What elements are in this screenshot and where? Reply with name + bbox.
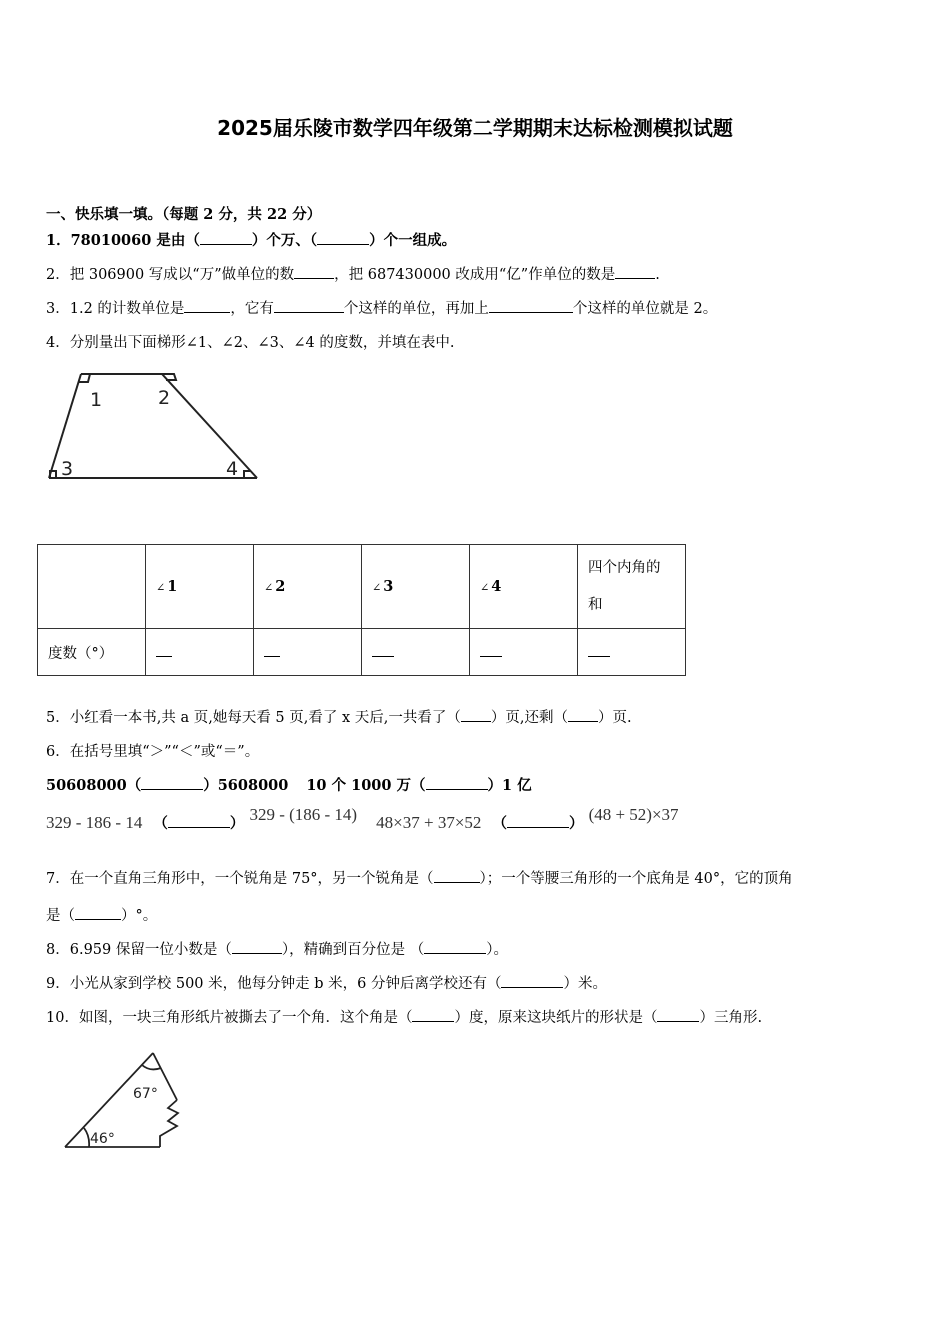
q1-text-a: 78010060 是由（: [70, 232, 200, 249]
q4-text: 分别量出下面梯形∠1、∠2、∠3、∠4 的度数，并填在表中.: [69, 335, 455, 351]
q8-text-a: 6.959 保留一位小数是（: [69, 942, 232, 958]
table-header-empty: [38, 545, 146, 629]
q1-blank-2[interactable]: [317, 230, 369, 245]
angle-label-1: 1: [90, 389, 103, 411]
table-header-angle-3: [362, 545, 470, 629]
q6-blank-4[interactable]: [507, 813, 569, 828]
q2-blank-2[interactable]: [615, 264, 655, 279]
angle-label-4: 4: [226, 458, 239, 480]
page-title: 2025届乐陵市数学四年级第二学期期末达标检测模拟试题: [217, 116, 733, 140]
cell-angle-sum[interactable]: [578, 629, 686, 676]
row-label: 度数（°）: [38, 629, 146, 676]
table-header-angle-1: [146, 545, 254, 629]
q2-num: 2．: [46, 267, 70, 283]
q7-text-a: 在一个直角三角形中，一个锐角是 75°，另一个锐角是（: [69, 871, 434, 887]
question-9: [46, 972, 607, 993]
q8-text-c: ）。: [486, 942, 508, 958]
q7-text-d: ）°。: [121, 908, 158, 924]
q6-expr-2: 329 - (186 - 14): [249, 805, 358, 824]
q1-blank-1[interactable]: [200, 230, 252, 245]
q2-text-c: .: [655, 267, 660, 283]
q3-text-c: 个这样的单位，再加上: [343, 301, 489, 317]
question-10: [46, 1006, 762, 1027]
q7-num: 7．: [46, 871, 70, 887]
q6-r1-a: 50608000（: [46, 777, 142, 794]
q10-blank-1[interactable]: [412, 1007, 454, 1022]
q3-text-a: 1.2 的计数单位是: [69, 301, 185, 317]
q5-text-a: 小红看一本书,共 a 页,她每天看 5 页,看了 x 天后,一共看了（: [69, 710, 461, 726]
q6-row-1: [46, 774, 532, 795]
q7-text-c: 是（: [46, 908, 75, 924]
cell-angle-1[interactable]: [146, 629, 254, 676]
cell-angle-2[interactable]: [254, 629, 362, 676]
angle-symbol-icon: ∠: [264, 581, 274, 594]
angle-symbol-icon: ∠: [372, 581, 382, 594]
q3-blank-2[interactable]: [274, 298, 344, 313]
q5-blank-2[interactable]: [568, 707, 598, 722]
q10-num: 10．: [46, 1010, 79, 1026]
question-8: [46, 938, 508, 959]
q6-blank-2[interactable]: [426, 775, 488, 790]
q6-num: 6．: [46, 744, 70, 760]
q7-text-b: ）；一个等腰三角形的一个底角是 40°，它的顶角: [479, 871, 793, 887]
q8-num: 8．: [46, 942, 70, 958]
q5-num: 5．: [46, 710, 70, 726]
q3-blank-1[interactable]: [184, 298, 230, 313]
q8-blank-1[interactable]: [232, 939, 282, 954]
q10-text-c: ）三角形.: [699, 1010, 763, 1026]
q3-text-b: ，它有: [230, 301, 274, 317]
question-4: [46, 331, 454, 352]
header-angle-4: 4: [491, 578, 502, 595]
q10-text-a: 如图，一块三角形纸片被撕去了一个角．这个角是（: [78, 1010, 413, 1026]
paren-close: ）: [569, 815, 584, 832]
angle-label-3: 3: [61, 458, 74, 480]
q8-text-b: ），精确到百分位是 （: [281, 942, 425, 958]
cell-angle-3[interactable]: [362, 629, 470, 676]
q1-text-b: ）个万、（: [251, 232, 318, 249]
table-header-row: [38, 545, 686, 629]
q10-text-b: ）度，原来这块纸片的形状是（: [454, 1010, 658, 1026]
header-sum-line1: 四个内角的: [588, 559, 661, 576]
q6-r1-c: 10 个 1000 万（: [306, 777, 426, 794]
trapezoid-figure: [44, 368, 264, 486]
table-header-angle-4: [470, 545, 578, 629]
question-1: [46, 229, 456, 250]
q5-blank-1[interactable]: [461, 707, 491, 722]
header-angle-2: 2: [275, 578, 286, 595]
question-6: [46, 740, 259, 761]
q6-blank-3[interactable]: [168, 813, 230, 828]
angle-symbol-icon: ∠: [156, 581, 166, 594]
question-7: [46, 867, 793, 888]
paren-close: ）: [229, 815, 245, 832]
q9-text-a: 小光从家到学校 500 米，他每分钟走 b 米，6 分钟后离学校还有（: [69, 976, 502, 992]
header-sum-line2: 和: [588, 596, 603, 613]
q4-num: 4．: [46, 335, 70, 351]
q5-text-b: ）页,还剩（: [490, 710, 568, 726]
q8-blank-2[interactable]: [424, 939, 486, 954]
q2-text-a: 把 306900 写成以“万”做单位的数: [69, 267, 295, 283]
question-5: [46, 706, 632, 727]
q3-blank-3[interactable]: [489, 298, 573, 313]
q9-num: 9．: [46, 976, 70, 992]
paren-open: （: [153, 815, 168, 832]
q6-blank-3-wrap: [153, 815, 244, 832]
q6-blank-4-wrap: [493, 815, 584, 832]
angle-label-46: 46°: [90, 1131, 115, 1147]
q1-num: 1．: [46, 232, 71, 249]
q6-r1-d: ）1 亿: [487, 777, 532, 794]
torn-triangle-figure: [60, 1048, 190, 1150]
header-angle-1: 1: [167, 578, 178, 595]
q3-num: 3．: [46, 301, 70, 317]
header-angle-3: 3: [383, 578, 394, 595]
q7-blank-1[interactable]: [434, 868, 480, 883]
q6-r1-b: ）5608000: [203, 777, 289, 794]
angle-table: [37, 544, 686, 676]
q10-blank-2[interactable]: [657, 1007, 699, 1022]
q1-text-c: ）个一组成。: [369, 232, 457, 249]
q6-expr-1: 329 - 186 - 14: [46, 813, 143, 832]
q6-text: 在括号里填“＞”“＜”或“＝”。: [69, 744, 260, 760]
section-heading: [46, 203, 321, 224]
q2-text-b: ，把 687430000 改成用“亿”作单位的数是: [334, 267, 616, 283]
angle-symbol-icon: ∠: [480, 581, 490, 594]
question-2: [46, 263, 660, 284]
table-row: [38, 629, 686, 676]
q5-text-c: ）页.: [597, 710, 632, 726]
q7-blank-2[interactable]: [75, 905, 121, 920]
q6-expr-4: (48 + 52)×37: [588, 805, 679, 824]
q6-row-2: [46, 805, 679, 833]
q2-blank-1[interactable]: [294, 264, 334, 279]
section-heading-text: 一、快乐填一填。（每题 2 分，共 22 分）: [46, 206, 322, 223]
paren-open: （: [492, 815, 507, 832]
question-7-cont: [46, 904, 157, 925]
angle-label-2: 2: [158, 387, 171, 409]
table-header-angle-2: [254, 545, 362, 629]
angle-label-67: 67°: [133, 1086, 158, 1102]
q9-blank-1[interactable]: [501, 973, 563, 988]
cell-angle-4[interactable]: [470, 629, 578, 676]
table-header-sum: [578, 545, 686, 629]
q9-text-b: ）米。: [563, 976, 607, 992]
q6-blank-1[interactable]: [141, 775, 203, 790]
q3-text-d: 个这样的单位就是 2。: [572, 301, 718, 317]
question-3: [46, 297, 717, 318]
q6-expr-3: 48×37 + 37×52: [376, 813, 482, 832]
